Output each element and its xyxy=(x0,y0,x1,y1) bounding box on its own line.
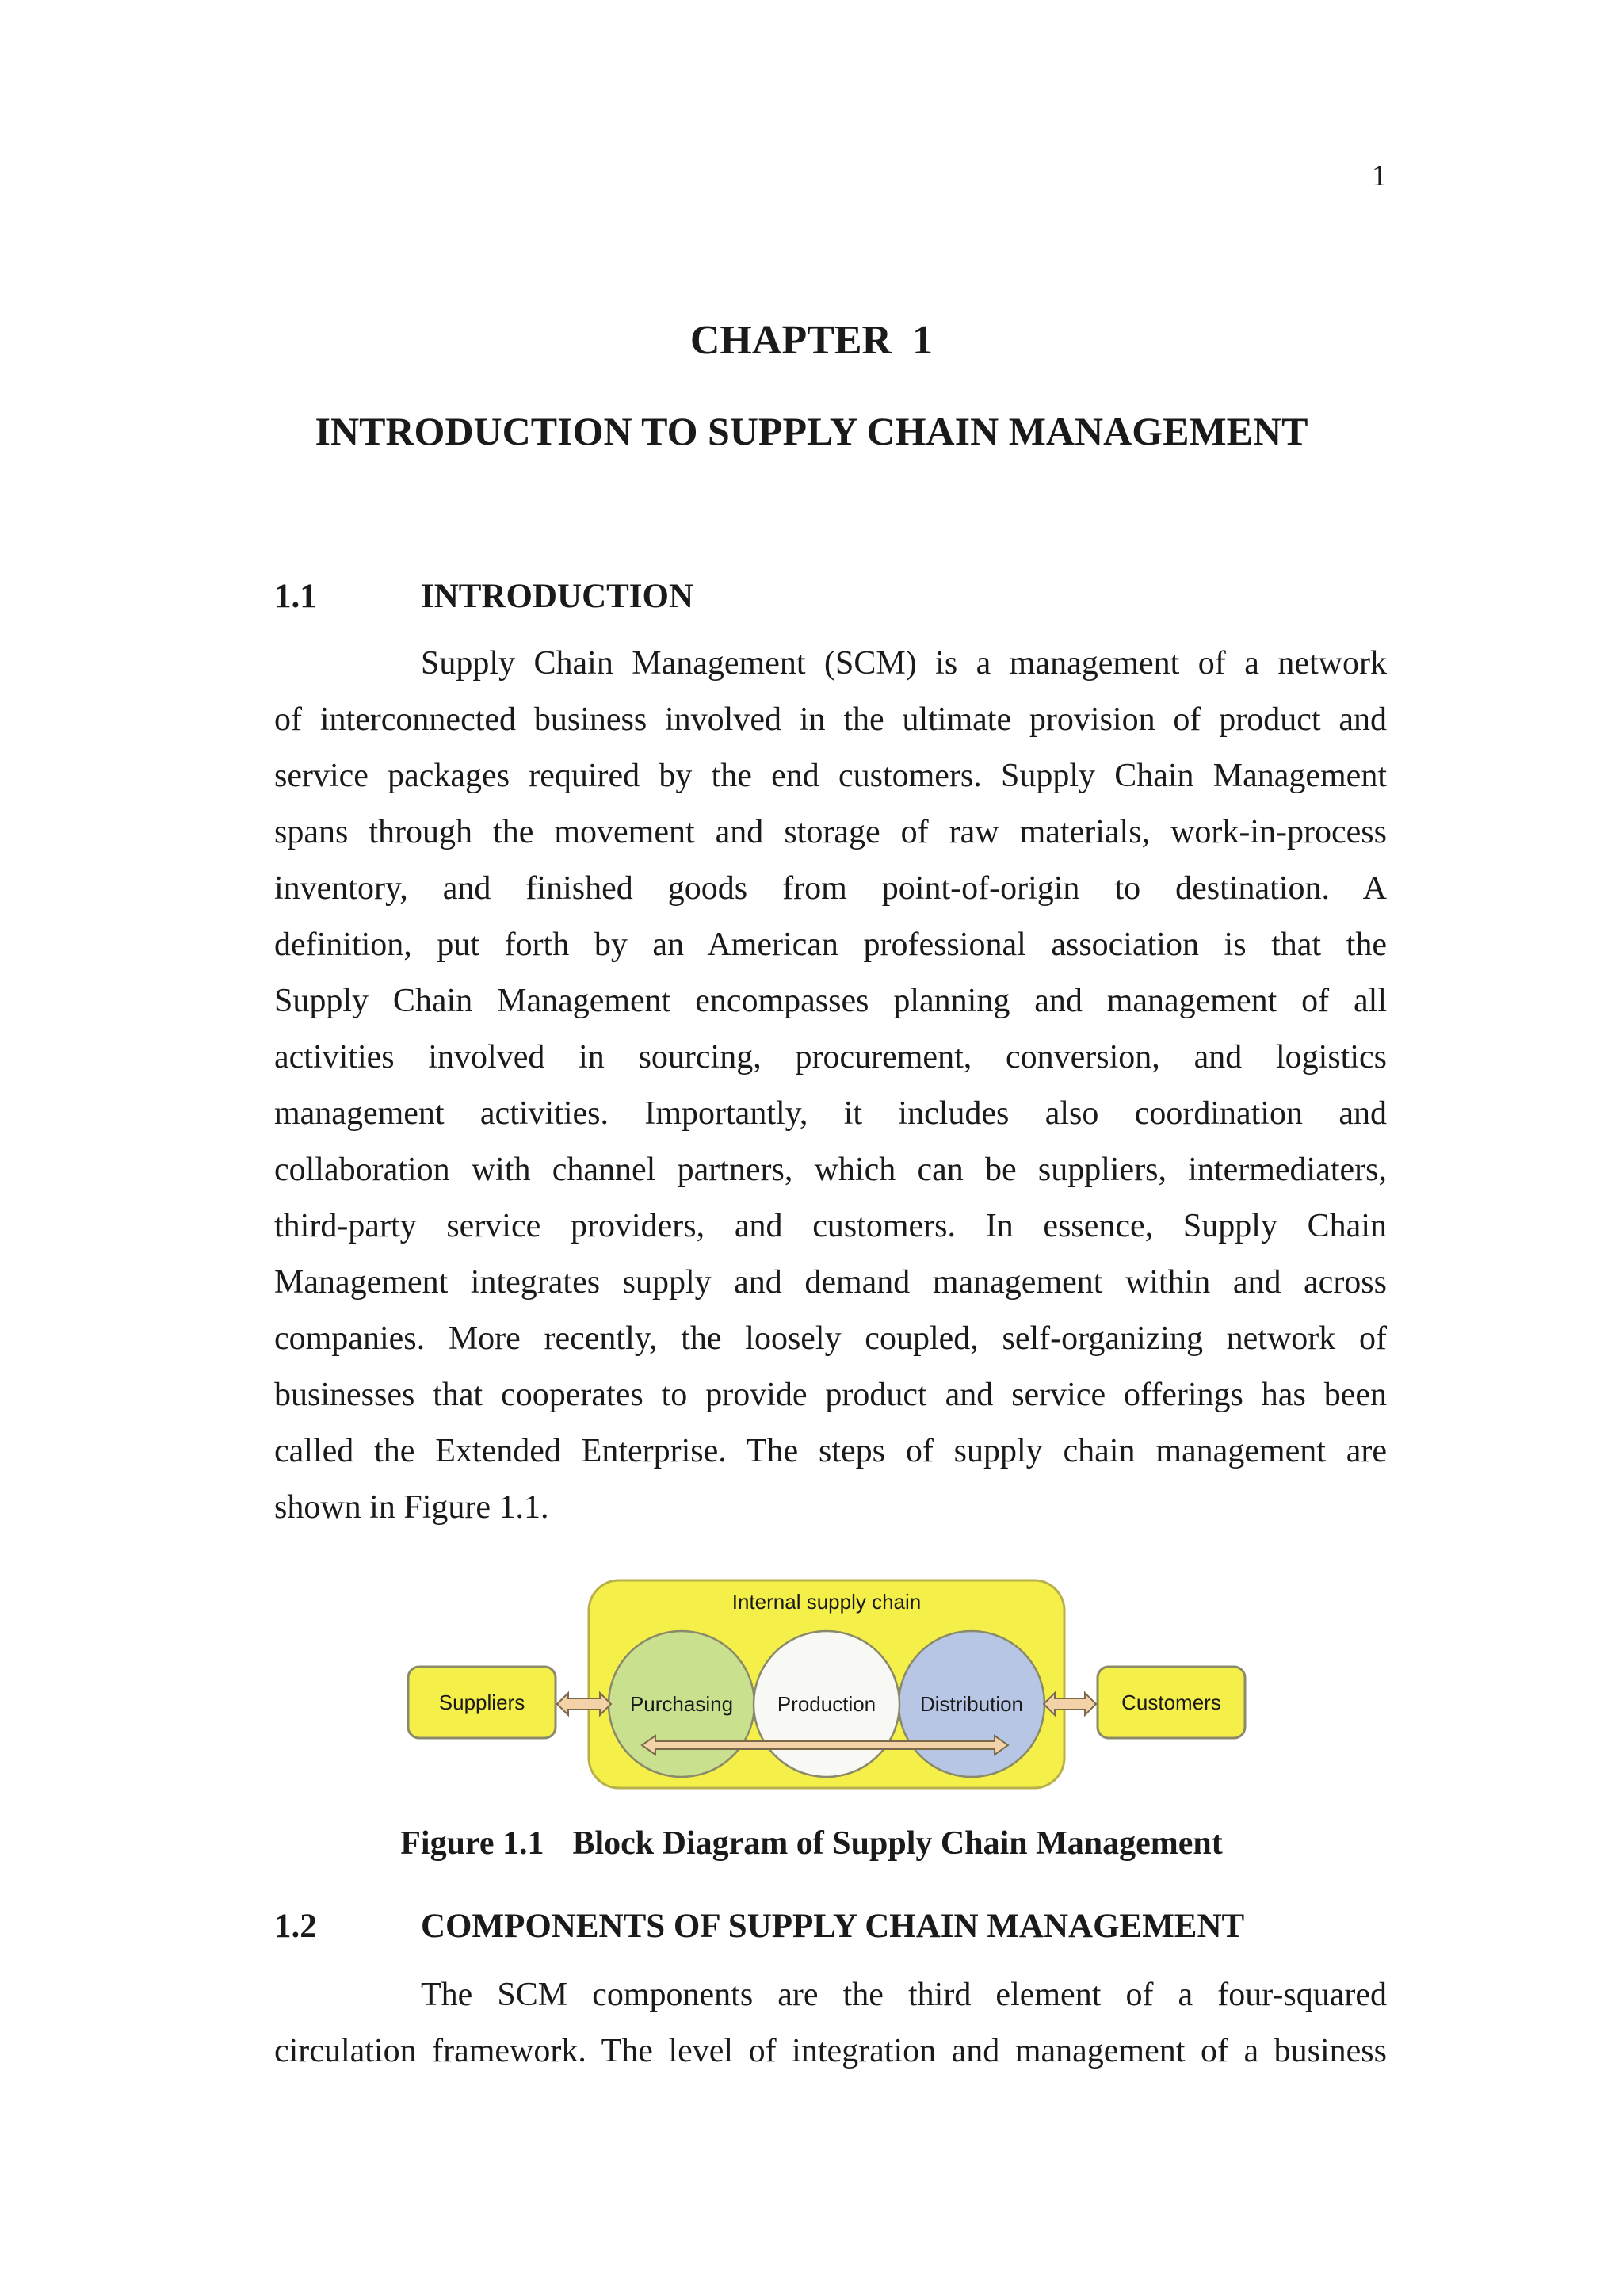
paragraph-line: collaboration with channel partners, which can be suppliers, intermediaters, xyxy=(274,1152,1387,1188)
purchasing-label: Purchasing xyxy=(629,1692,734,1716)
paragraph-line: inventory, and finished goods from point-of-origin to destination. A xyxy=(274,870,1387,907)
section-heading-introduction xyxy=(274,577,693,616)
supply-chain-diagram-svg xyxy=(400,1577,1256,1807)
section-title: COMPONENTS OF SUPPLY CHAIN MANAGEMENT xyxy=(421,1908,1245,1945)
paragraph-line: of interconnected business involved in the ultimate provision of product and xyxy=(274,701,1387,738)
paragraph-line: shown in Figure 1.1. xyxy=(274,1489,549,1526)
paragraph-line: Supply Chain Management (SCM) is a management of a network xyxy=(421,645,1387,682)
paragraph-line: management activities. Importantly, it includes also coordination and xyxy=(274,1095,1387,1132)
components-paragraph xyxy=(274,1967,1387,2080)
chapter-title: CHAPTER 1 xyxy=(689,318,934,363)
paragraph-line: third-party service providers, and customers. In essence, Supply Chain xyxy=(274,1208,1387,1244)
suppliers-purchasing-arrow xyxy=(557,1693,611,1715)
paragraph-line: Supply Chain Management encompasses planning and management of all xyxy=(274,983,1387,1019)
paragraph-line: circulation framework. The level of integration and management of a business xyxy=(274,2033,1387,2069)
distribution-customers-arrow xyxy=(1044,1693,1096,1715)
internal-supply-chain-label: Internal supply chain xyxy=(731,1590,922,1614)
paragraph-line: spans through the movement and storage of raw materials, work-in-process xyxy=(274,814,1387,850)
figure-caption-text: Block Diagram of Supply Chain Management xyxy=(572,1825,1223,1862)
distribution-label: Distribution xyxy=(919,1692,1024,1716)
paragraph-line: service packages required by the end customers. Supply Chain Management xyxy=(274,758,1387,794)
paragraph-line: businesses that cooperates to provide product and service offerings has been xyxy=(274,1377,1387,1413)
paragraph-line: The SCM components are the third element of a four-squared xyxy=(421,1977,1387,2013)
figure-caption-number: Figure 1.1 xyxy=(400,1825,544,1862)
introduction-paragraph xyxy=(274,636,1387,1536)
section-number: 1.1 xyxy=(274,578,317,615)
page-number: 1 xyxy=(1372,159,1387,193)
section-heading-components xyxy=(274,1907,1244,1946)
paragraph-line: called the Extended Enterprise. The steps of supply chain management are xyxy=(274,1433,1387,1469)
paragraph-line: activities involved in sourcing, procurement, conversion, and logistics xyxy=(274,1039,1387,1075)
paragraph-line: Management integrates supply and demand management within and across xyxy=(274,1264,1387,1301)
chapter-subtitle: INTRODUCTION TO SUPPLY CHAIN MANAGEMENT xyxy=(315,409,1308,453)
figure-caption xyxy=(0,1824,1623,1862)
section-title: INTRODUCTION xyxy=(421,578,694,615)
paragraph-line: definition, put forth by an American professional association is that the xyxy=(274,926,1387,963)
paragraph-line: companies. More recently, the loosely coupled, self-organizing network of xyxy=(274,1320,1387,1357)
suppliers-label: Suppliers xyxy=(438,1690,525,1714)
customers-label: Customers xyxy=(1121,1690,1221,1714)
supply-chain-diagram xyxy=(400,1577,1256,1807)
section-number: 1.2 xyxy=(274,1908,317,1945)
production-label: Production xyxy=(777,1692,876,1716)
